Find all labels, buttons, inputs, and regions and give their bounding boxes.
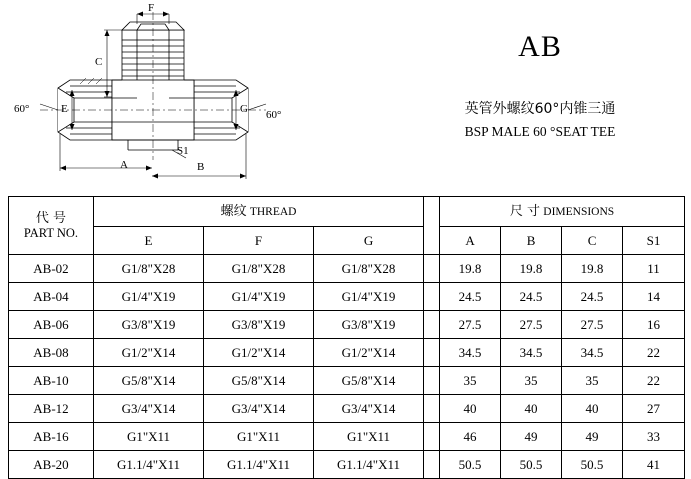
cell-thread-f: G1/4"X19 — [204, 283, 314, 311]
header-col-f: F — [204, 227, 314, 255]
cell-dim-a: 19.8 — [440, 255, 501, 283]
cell-dim-c: 50.5 — [562, 451, 623, 479]
header-dimensions-en: DIMENSIONS — [543, 206, 615, 218]
header-col-e: E — [94, 227, 204, 255]
table-row — [9, 283, 685, 311]
cell-dim-c: 49 — [562, 423, 623, 451]
cell-dim-a: 24.5 — [440, 283, 501, 311]
spec-table — [8, 196, 685, 479]
cell-thread-f: G1/2"X14 — [204, 339, 314, 367]
cell-dim-b: 50.5 — [501, 451, 562, 479]
cell-dim-a: 50.5 — [440, 451, 501, 479]
technical-drawing — [0, 0, 330, 190]
label-angle-left: 60° — [14, 103, 30, 115]
cell-dim-b: 40 — [501, 395, 562, 423]
cell-dim-c: 35 — [562, 367, 623, 395]
cell-thread-e: G1.1/4"X11 — [94, 451, 204, 479]
cell-thread-f: G5/8"X14 — [204, 367, 314, 395]
cell-spacer — [424, 451, 440, 479]
header-col-g: G — [314, 227, 424, 255]
cell-dim-c: 24.5 — [562, 283, 623, 311]
product-name-english: BSP MALE 60 °SEAT TEE — [464, 124, 616, 139]
cell-part-no: AB-12 — [9, 395, 94, 423]
label-c: C — [95, 56, 103, 68]
cell-spacer — [424, 311, 440, 339]
cell-thread-e: G1/2"X14 — [94, 339, 204, 367]
header-dimensions-group — [440, 197, 685, 227]
cell-spacer — [424, 423, 440, 451]
table-row — [9, 423, 685, 451]
cell-dim-s1: 22 — [623, 339, 685, 367]
product-name-chinese: 英管外螺纹60°内锥三通 — [464, 101, 616, 117]
cell-dim-b: 34.5 — [501, 339, 562, 367]
table-row — [9, 367, 685, 395]
label-g: G — [240, 103, 248, 115]
header-col-a: A — [440, 227, 501, 255]
cell-spacer — [424, 395, 440, 423]
cell-dim-b: 27.5 — [501, 311, 562, 339]
cell-thread-f: G1"X11 — [204, 423, 314, 451]
cell-spacer — [424, 367, 440, 395]
label-e: E — [61, 103, 68, 115]
cell-dim-c: 40 — [562, 395, 623, 423]
cell-dim-b: 49 — [501, 423, 562, 451]
cell-dim-b: 35 — [501, 367, 562, 395]
label-f: F — [148, 2, 155, 14]
cell-thread-g: G1/2"X14 — [314, 339, 424, 367]
label-s1: S1 — [177, 145, 189, 157]
cell-thread-g: G1.1/4"X11 — [314, 451, 424, 479]
cell-dim-s1: 16 — [623, 311, 685, 339]
table-row — [9, 451, 685, 479]
header-col-b: B — [501, 227, 562, 255]
cell-dim-s1: 33 — [623, 423, 685, 451]
cell-thread-e: G5/8"X14 — [94, 367, 204, 395]
table-row — [9, 395, 685, 423]
table-subheader-row — [9, 227, 685, 255]
label-angle-right: 60° — [266, 109, 282, 121]
cell-thread-g: G1"X11 — [314, 423, 424, 451]
cell-thread-e: G3/4"X14 — [94, 395, 204, 423]
cell-dim-a: 35 — [440, 367, 501, 395]
cell-dim-s1: 14 — [623, 283, 685, 311]
cell-dim-a: 34.5 — [440, 339, 501, 367]
cell-dim-c: 19.8 — [562, 255, 623, 283]
cell-dim-s1: 11 — [623, 255, 685, 283]
cell-dim-b: 19.8 — [501, 255, 562, 283]
cell-dim-c: 27.5 — [562, 311, 623, 339]
table-header-row — [9, 197, 685, 227]
cell-part-no: AB-04 — [9, 283, 94, 311]
cell-dim-a: 27.5 — [440, 311, 501, 339]
header-area — [0, 0, 691, 190]
cell-part-no: AB-08 — [9, 339, 94, 367]
cell-thread-g: G3/8"X19 — [314, 311, 424, 339]
tee-fitting-svg — [0, 0, 330, 190]
cell-thread-e: G3/8"X19 — [94, 311, 204, 339]
cell-dim-a: 46 — [440, 423, 501, 451]
spec-table-wrapper — [8, 196, 684, 479]
header-thread-cn: 螺纹 — [220, 204, 247, 219]
header-col-s1: S1 — [623, 227, 685, 255]
cell-thread-e: G1/4"X19 — [94, 283, 204, 311]
header-col-c: C — [562, 227, 623, 255]
table-row — [9, 311, 685, 339]
header-thread-group — [94, 197, 424, 227]
cell-thread-e: G1/8"X28 — [94, 255, 204, 283]
cell-dim-s1: 22 — [623, 367, 685, 395]
cell-dim-s1: 27 — [623, 395, 685, 423]
table-row — [9, 339, 685, 367]
cell-dim-b: 24.5 — [501, 283, 562, 311]
cell-thread-g: G1/4"X19 — [314, 283, 424, 311]
cell-part-no: AB-06 — [9, 311, 94, 339]
cell-part-no: AB-10 — [9, 367, 94, 395]
table-row — [9, 255, 685, 283]
cell-dim-s1: 41 — [623, 451, 685, 479]
header-part-no — [9, 197, 94, 255]
cell-thread-f: G3/8"X19 — [204, 311, 314, 339]
cell-spacer — [424, 339, 440, 367]
label-b: B — [197, 161, 205, 173]
header-part-no-cn: 代 号 — [35, 210, 67, 226]
cell-dim-a: 40 — [440, 395, 501, 423]
header-part-no-en: PART NO. — [23, 225, 79, 240]
cell-part-no: AB-02 — [9, 255, 94, 283]
cell-thread-f: G1.1/4"X11 — [204, 451, 314, 479]
product-code: AB — [518, 30, 562, 63]
cell-part-no: AB-16 — [9, 423, 94, 451]
cell-thread-g: G1/8"X28 — [314, 255, 424, 283]
cell-spacer — [424, 255, 440, 283]
header-spacer — [424, 197, 440, 255]
cell-thread-f: G3/4"X14 — [204, 395, 314, 423]
cell-thread-e: G1"X11 — [94, 423, 204, 451]
label-a: A — [120, 159, 128, 171]
cell-dim-c: 34.5 — [562, 339, 623, 367]
title-block — [400, 30, 680, 140]
cell-spacer — [424, 283, 440, 311]
cell-part-no: AB-20 — [9, 451, 94, 479]
header-dimensions-cn: 尺 寸 — [509, 204, 541, 219]
header-thread-en: THREAD — [249, 206, 297, 218]
cell-thread-g: G3/4"X14 — [314, 395, 424, 423]
cell-thread-g: G5/8"X14 — [314, 367, 424, 395]
cell-thread-f: G1/8"X28 — [204, 255, 314, 283]
